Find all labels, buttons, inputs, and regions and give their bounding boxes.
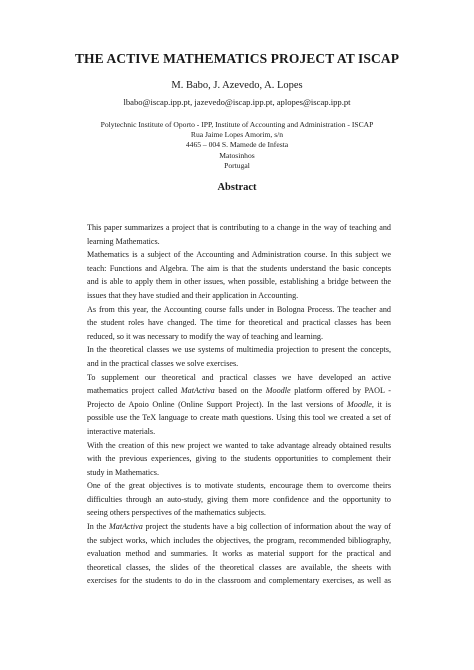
body-line: interactive materials.	[87, 426, 156, 436]
text-run-italic: Moodle	[347, 399, 372, 409]
abstract-body	[87, 221, 391, 588]
body-line: exercises for the students to do in the classroom and complementary exercises, as well as	[87, 576, 391, 586]
text-run-italic: MatActiva	[180, 386, 215, 396]
affiliation-line: Portugal	[224, 160, 250, 170]
body-line: teach: Functions and Algebra. The aim is that the students understand the basic concepts	[87, 263, 391, 273]
text-run-italic: Moodle	[265, 386, 291, 396]
text-run: mathematics project called	[87, 386, 181, 396]
text-run: platform offered by PAOL -	[290, 386, 391, 396]
text-run: Projecto de Apoio Online (Online Support Project). In the last versions of	[87, 399, 348, 409]
author-emails: lbabo@iscap.ipp.pt, jazevedo@iscap.ipp.pt, aplopes@iscap.ipp.pt	[123, 97, 351, 107]
affiliation	[0, 120, 474, 171]
paper-title: THE ACTIVE MATHEMATICS PROJECT AT ISCAP	[74, 51, 400, 66]
affiliation-line: Polytechnic Institute of Oporto - IPP, Institute of Accounting and Administration - ISCAP	[100, 120, 374, 129]
body-line: This paper summarizes a project that is contributing to a change in the way of teaching and	[87, 223, 391, 232]
text-run: based on the	[214, 386, 266, 396]
body-line: and is able to apply them in other issues, when possible, establishing a bridge between the	[87, 277, 391, 287]
body-line: learning Mathematics.	[87, 236, 160, 246]
text-run: , it is	[371, 399, 391, 409]
body-line	[87, 384, 391, 398]
body-line: possible use the TeX language to create math questions. Using this tool we created a set of	[87, 413, 391, 423]
body-line	[87, 398, 391, 412]
text-run: In the	[87, 522, 109, 532]
abstract-heading: Abstract	[217, 182, 257, 193]
body-line: study in Mathematics.	[87, 467, 159, 477]
body-line: To supplement our theoretical and practical classes we have developed an active	[87, 372, 391, 382]
body-line: the student roles have changed. The time for theoretical and practical classes has been	[87, 318, 391, 328]
body-line: One of the great objectives is to motivate students, encourage them to overcome theirs	[87, 481, 391, 491]
body-line: theoretical classes, the slides of the theoretical classes are available, the sheets with	[87, 562, 391, 572]
body-line: reduced, so it was necessary to modify the way of teaching and learning.	[87, 331, 323, 341]
authors: M. Babo, J. Azevedo, A. Lopes	[171, 80, 303, 91]
body-line: issues that they have studied and their application in Accounting.	[87, 290, 299, 300]
body-line: evaluation method and summaries. It works as material support for the practical and	[87, 549, 391, 559]
body-line: seeing others perspectives of the mathematics subjects.	[87, 508, 266, 518]
body-line: difficulties through an auto-study, giving them more confidence and the opportunity to	[87, 494, 391, 504]
body-line: the subject works, which includes the objectives, the program, recommended bibliography,	[87, 535, 391, 545]
text-run-italic: MatActiva	[108, 522, 143, 532]
text-run: project the students have a big collection of information about the way of	[142, 522, 391, 532]
body-line: with the previous experiences, giving to the students opportunities to complement their	[87, 454, 391, 464]
body-line: With the creation of this new project we wanted to take advantage already obtained results	[87, 440, 391, 450]
body-line: As from this year, the Accounting course falls under in Bologna Process. The teacher and	[87, 304, 391, 314]
body-line: and in the practical classes we solve exercises.	[87, 358, 239, 368]
affiliation-line: Rua Jaime Lopes Amorim, s/n	[190, 130, 284, 140]
body-line: Mathematics is a subject of the Accounting and Administration course. In this subject we	[87, 250, 391, 260]
body-line	[87, 520, 391, 534]
body-line: In the theoretical classes we use systems of multimedia projection to present the concepts,	[87, 345, 391, 355]
affiliation-line: 4465 – 004 S. Mamede de Infesta	[185, 140, 289, 150]
affiliation-line: Matosinhos	[219, 150, 255, 160]
